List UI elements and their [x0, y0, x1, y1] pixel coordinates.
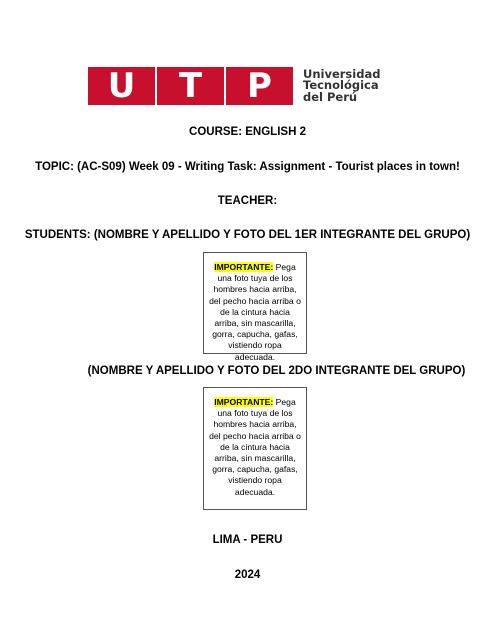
city-line: LIMA - PERU [212, 534, 283, 546]
year-line: 2024 [234, 569, 261, 581]
utp-logo [88, 67, 380, 105]
university-line-1: Universidad [303, 66, 381, 81]
important-label: IMPORTANTE: [214, 397, 274, 407]
teacher-line: TEACHER: [217, 195, 278, 207]
logo-letter-t: T [157, 67, 224, 105]
utp-letters [88, 67, 293, 105]
logo-letter-p: P [226, 67, 293, 105]
university-line-2: Tecnológica [303, 78, 379, 93]
photo-placeholder-2[interactable] [203, 387, 307, 510]
photo-instructions: Pega una foto tuya de los hombres hacia arriba, del pecho hacia arriba o de la cintura hacia arriba, sin mascarilla, gorra, capucha, gafas, vistiendo ropa adecuada. [209, 397, 301, 497]
second-student-line: (NOMBRE Y APELLIDO Y FOTO DEL 2DO INTEGRANTE DEL GRUPO) [87, 365, 466, 377]
logo-letter-u: U [88, 67, 155, 105]
important-label: IMPORTANTE: [214, 262, 274, 272]
photo-placeholder-1[interactable] [203, 252, 307, 362]
course-line: COURSE: ENGLISH 2 [189, 126, 306, 138]
photo-instructions: Pega una foto tuya de los hombres hacia arriba, del pecho hacia arriba o de la cintura hacia arriba, sin mascarilla, gorra, capucha, gafas, vistiendo ropa adecuada. [209, 262, 301, 362]
university-name [303, 66, 381, 104]
students-line: STUDENTS: (NOMBRE Y APELLIDO Y FOTO DEL 1ER INTEGRANTE DEL GRUPO) [24, 229, 471, 241]
university-line-3: del Perú [303, 89, 358, 104]
topic-line: TOPIC: (AC-S09) Week 09 - Writing Task: Assignment - Tourist places in town! [35, 161, 460, 173]
